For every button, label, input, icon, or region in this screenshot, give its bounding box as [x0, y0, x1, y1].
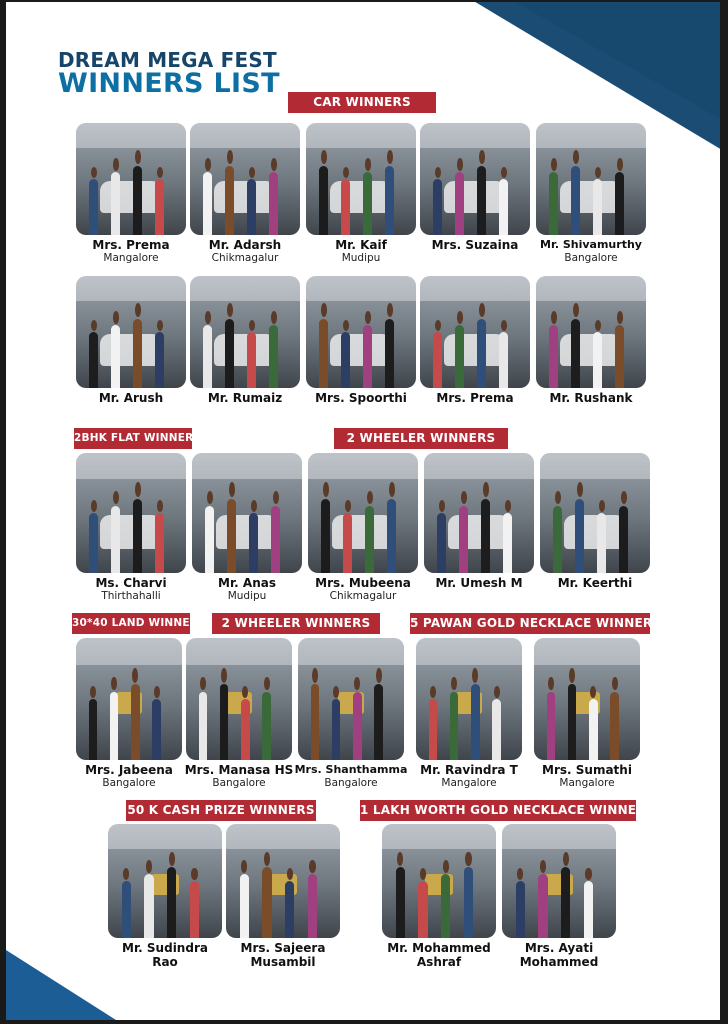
winner-card	[536, 453, 654, 590]
winner-card	[302, 123, 420, 264]
winner-photo	[226, 824, 340, 938]
winner-card	[378, 824, 500, 969]
winner-photo	[76, 638, 182, 760]
winner-name: Mrs. Manasa HS	[184, 763, 294, 777]
winner-photo	[190, 276, 300, 388]
banner-lakh-necklace-winners: 1 LAKH WORTH GOLD NECKLACE WINNERS	[360, 800, 636, 821]
winner-photo	[76, 276, 186, 388]
winner-card	[104, 824, 226, 969]
winner-name: Mrs. Ayati	[524, 941, 594, 955]
winner-card	[186, 276, 304, 405]
winner-name: Mr. Rushank	[549, 391, 633, 405]
winners-poster	[6, 2, 720, 1020]
winner-photo	[424, 453, 534, 573]
winner-name: Mr. Adarsh	[208, 238, 282, 252]
winner-card	[416, 123, 534, 252]
winner-photo	[76, 453, 186, 573]
winner-card	[532, 276, 650, 405]
winner-photo	[536, 276, 646, 388]
winner-card	[532, 123, 650, 264]
winner-name: Mrs. Suzaina	[431, 238, 519, 252]
winner-city: Thirthahalli	[101, 590, 161, 602]
winner-city: Mudipu	[227, 590, 267, 602]
title-line-1: DREAM MEGA FEST	[58, 48, 277, 72]
winner-city: Mangalore	[559, 777, 615, 789]
winner-card	[182, 638, 296, 789]
winner-city: Bangalore	[324, 777, 378, 789]
winner-photo	[502, 824, 616, 938]
winner-city: Bangalore	[564, 252, 618, 264]
winner-photo	[306, 276, 416, 388]
winner-card	[416, 276, 534, 405]
winner-photo	[536, 123, 646, 235]
winner-card	[498, 824, 620, 969]
winner-photo	[186, 638, 292, 760]
winner-photo	[306, 123, 416, 235]
winner-photo	[190, 123, 300, 235]
winner-card	[72, 123, 190, 264]
winner-card	[72, 276, 190, 405]
winner-name: Mr. Ravindra T	[420, 763, 518, 777]
winner-name: Mr. Anas	[218, 576, 276, 590]
winner-photo	[382, 824, 496, 938]
winner-photo	[192, 453, 302, 573]
winner-name: Mr. Keerthi	[557, 576, 633, 590]
winner-name: Mr. Kaif	[335, 238, 387, 252]
banner-flat-winners: 2BHK FLAT WINNERS	[74, 428, 192, 449]
winner-name: Mr. Umesh M	[435, 576, 523, 590]
winner-photo	[416, 638, 522, 760]
winner-card	[72, 638, 186, 789]
winner-name: Mrs. Jabeena	[85, 763, 173, 777]
winner-card	[304, 453, 422, 602]
winner-city: Mangalore	[441, 777, 497, 789]
winner-name: Mrs. Sumathi	[542, 763, 632, 777]
winner-city: Bangalore	[102, 777, 156, 789]
winner-name: Ms. Charvi	[95, 576, 167, 590]
banner-wheeler-winners-1: 2 WHEELER WINNERS	[334, 428, 508, 449]
winner-card	[420, 453, 538, 590]
winner-card	[222, 824, 344, 969]
winner-city: Chikmagalur	[211, 252, 279, 264]
winner-card	[302, 276, 420, 405]
winner-name-line-2: Ashraf	[416, 955, 462, 969]
winner-name: Mrs. Shanthamma	[294, 763, 408, 776]
winner-photo	[540, 453, 650, 573]
winner-card	[72, 453, 190, 602]
title-line-2: WINNERS LIST	[58, 68, 280, 99]
winner-card	[188, 453, 306, 602]
winner-name: Mrs. Mubeena	[315, 576, 411, 590]
winner-city: Mudipu	[341, 252, 381, 264]
winner-name-line-2: Mohammed	[519, 955, 599, 969]
winner-city: Bangalore	[212, 777, 266, 789]
winner-name: Mr. Sudindra	[122, 941, 208, 955]
banner-cash-prize-winners: 50 K CASH PRIZE WINNERS	[126, 800, 316, 821]
winner-name: Mr. Mohammed	[387, 941, 491, 955]
winner-card	[530, 638, 644, 789]
winner-name: Mrs. Spoorthi	[315, 391, 407, 405]
winner-card	[294, 638, 408, 789]
winner-city: Mangalore	[103, 252, 159, 264]
winner-name: Mrs. Prema	[92, 238, 170, 252]
winner-photo	[420, 123, 530, 235]
winner-name: Mr. Shivamurthy	[540, 238, 642, 251]
winner-card	[412, 638, 526, 789]
banner-land-winner: 30*40 LAND WINNER	[72, 613, 190, 634]
winner-name-line-2: Rao	[152, 955, 178, 969]
winner-name: Mr. Arush	[98, 391, 164, 405]
winner-photo	[76, 123, 186, 235]
winner-name: Mr. Rumaiz	[207, 391, 283, 405]
banner-car-winners: CAR WINNERS	[288, 92, 436, 113]
winner-name-line-2: Musambil	[250, 955, 316, 969]
banner-pawan-necklace-winners: 5 PAWAN GOLD NECKLACE WINNERS	[410, 613, 650, 634]
winner-city: Chikmagalur	[329, 590, 397, 602]
winner-photo	[420, 276, 530, 388]
corner-decoration-bottom	[6, 950, 116, 1020]
winner-photo	[108, 824, 222, 938]
winner-photo	[534, 638, 640, 760]
winner-photo	[298, 638, 404, 760]
winner-card	[186, 123, 304, 264]
winner-name: Mrs. Prema	[436, 391, 514, 405]
banner-wheeler-winners-2: 2 WHEELER WINNERS	[212, 613, 380, 634]
winner-photo	[308, 453, 418, 573]
winner-name: Mrs. Sajeera	[240, 941, 326, 955]
